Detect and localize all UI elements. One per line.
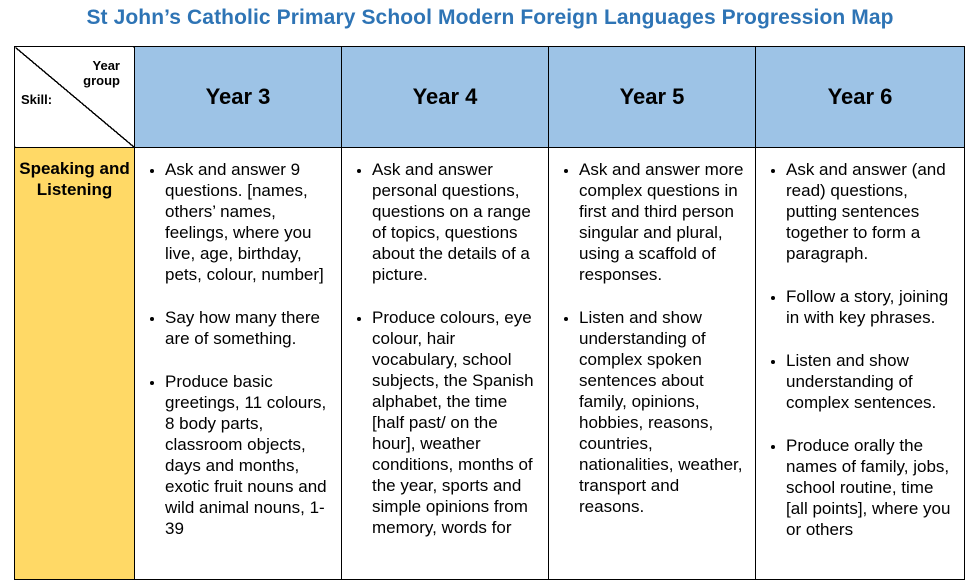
year-5-header: Year 5 — [549, 47, 756, 148]
list-item: • Say how many there are of something. — [165, 307, 335, 349]
corner-cell — [15, 47, 135, 148]
list-item: • Ask and answer more complex questions in first and third person singular and plural, using a scaffold of responses. — [579, 159, 749, 285]
list-item: • Listen and show understanding of complex spoken sentences about family, opinions, hobbies, reasons, countries, nationalities, weather, transport and reasons. — [579, 307, 749, 517]
list-item: • Produce basic greetings, 11 colours, 8 body parts, classroom objects, days and months, exotic fruit nouns and wild animal nouns, 1-39 — [165, 371, 335, 539]
skill-label: Skill: — [21, 92, 53, 107]
list-item: • Ask and answer 9 questions. [names, others’ names, feelings, where you live, age, birthday, pets, colour, number] — [165, 159, 335, 285]
year-6-header: Year 6 — [756, 47, 965, 148]
table-row — [15, 148, 965, 580]
document-title: St John’s Catholic Primary School Modern Foreign Languages Progression Map — [86, 6, 894, 29]
year-3-cell — [135, 148, 342, 580]
skill-speaking-listening: Speaking and Listening — [15, 148, 135, 580]
year-6-cell — [756, 148, 965, 580]
year-4-header: Year 4 — [342, 47, 549, 148]
year-3-header: Year 3 — [135, 47, 342, 148]
year-5-cell — [549, 148, 756, 580]
list-item: • Ask and answer (and read) questions, putting sentences together to form a paragraph. — [786, 159, 958, 264]
list-item: • Ask and answer personal questions, questions on a range of topics, questions about the details of a picture. — [372, 159, 542, 285]
header-row — [15, 47, 965, 148]
year-group-label: Year group — [83, 58, 120, 88]
progression-table — [14, 46, 965, 580]
year-4-cell — [342, 148, 549, 580]
list-item: • Listen and show understanding of complex sentences. — [786, 350, 958, 413]
list-item: • Produce orally the names of family, jobs, school routine, time [all points], where you or others — [786, 435, 958, 540]
list-item: • Follow a story, joining in with key phrases. — [786, 286, 958, 328]
list-item: • Produce colours, eye colour, hair vocabulary, school subjects, the Spanish alphabet, the time [half past/ on the hour], weather conditions, months of the year, sports and simple opinions from memory, words for — [372, 307, 542, 538]
